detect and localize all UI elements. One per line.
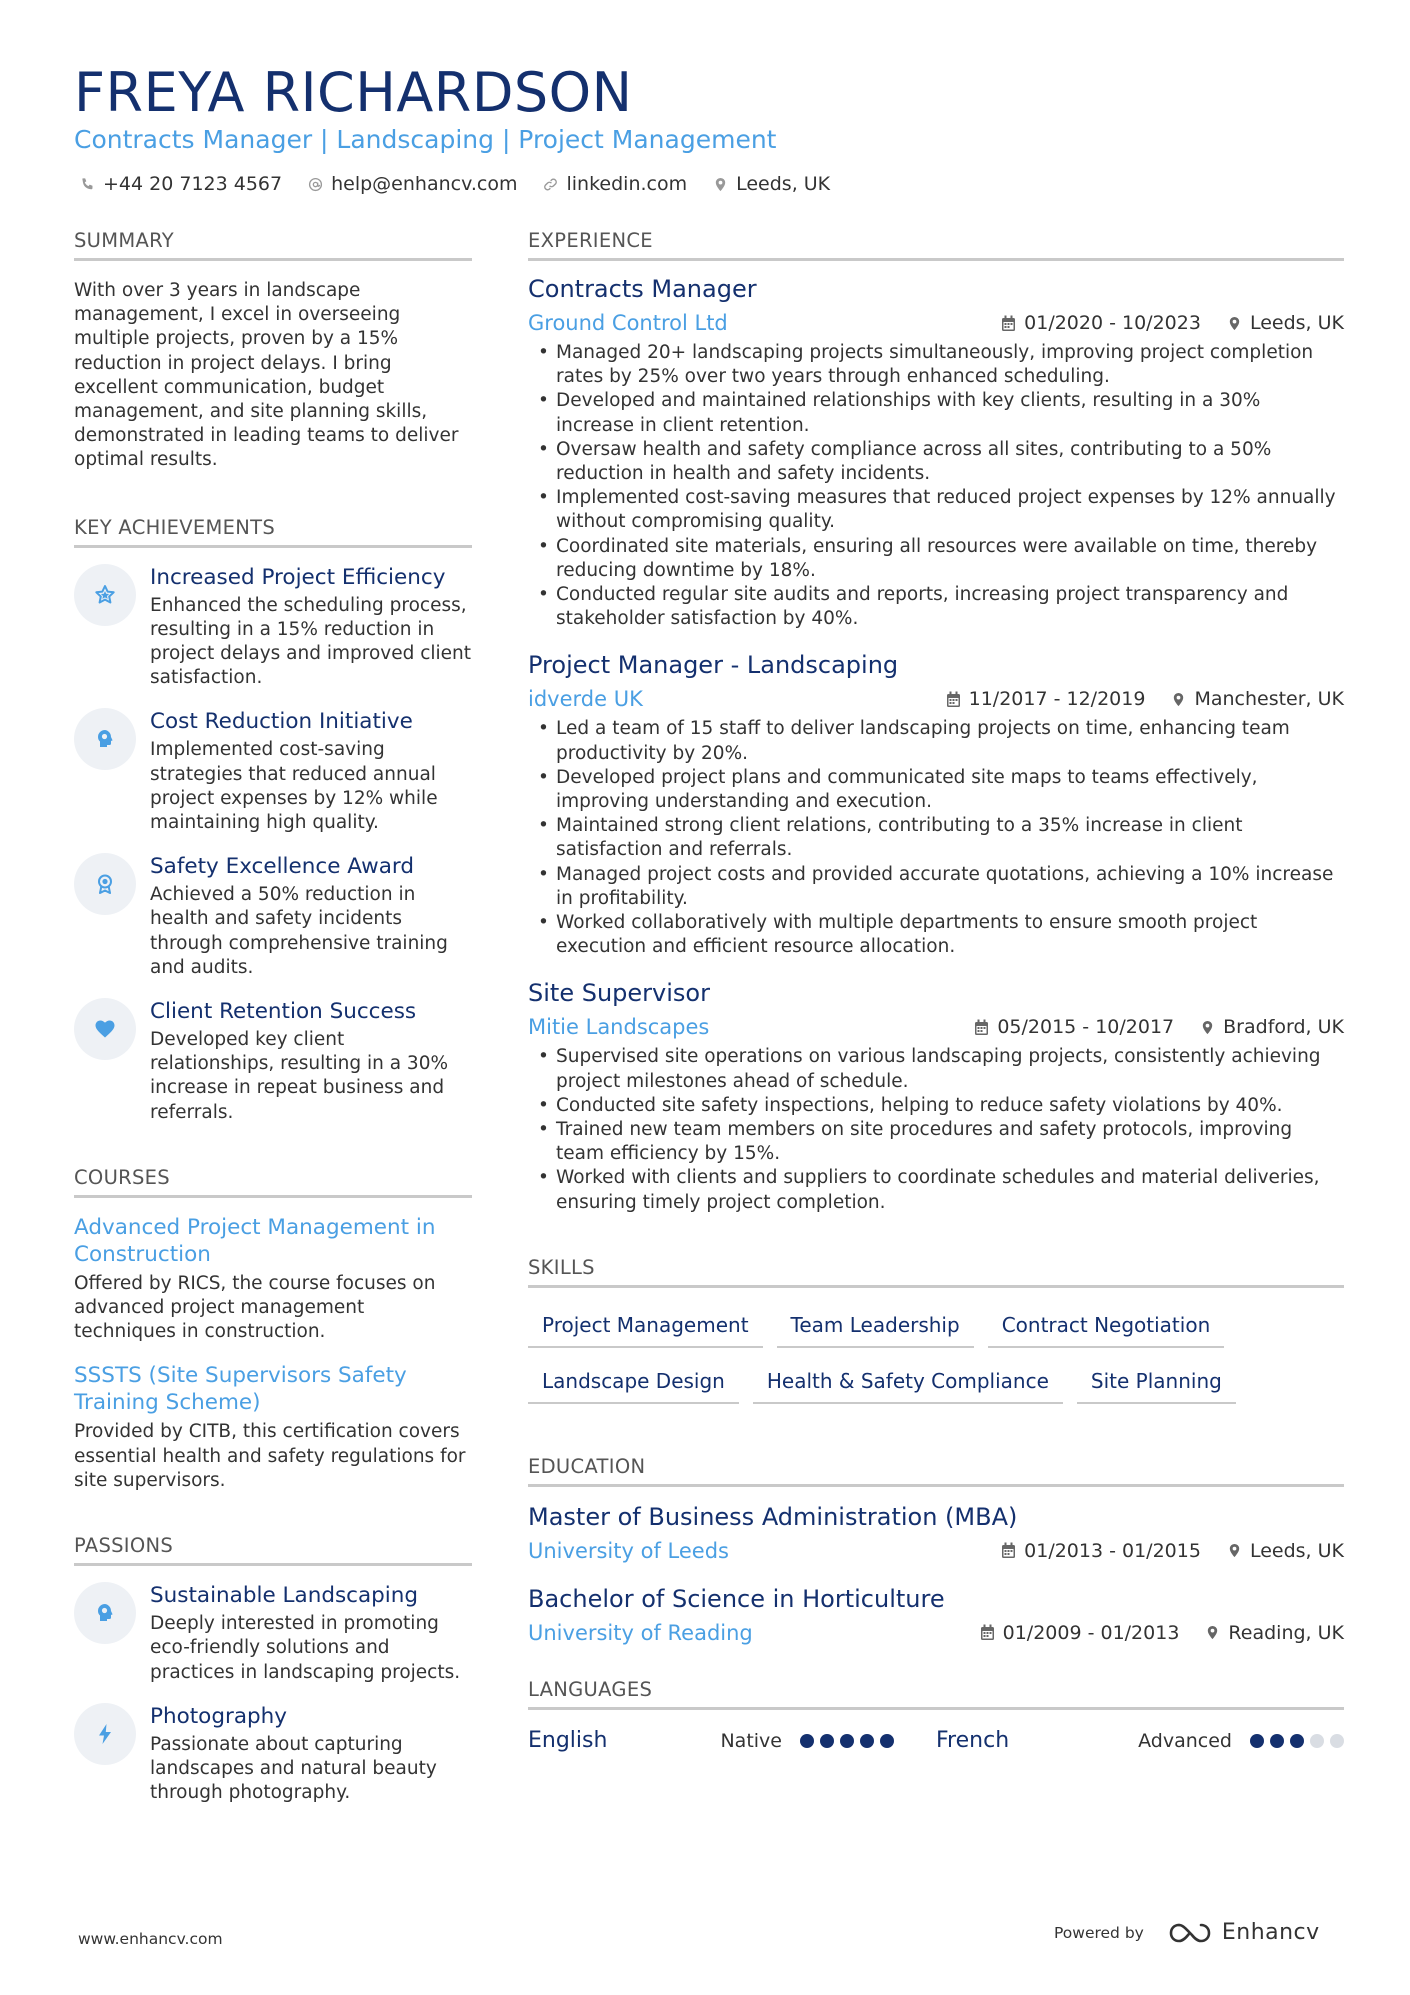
job-entry bbox=[528, 649, 1344, 959]
achievement-title: Client Retention Success bbox=[150, 999, 417, 1025]
education-dates bbox=[1001, 1540, 1201, 1562]
education-dates-text: 01/2013 - 01/2015 bbox=[1024, 1539, 1201, 1562]
job-bullet: • Managed project costs and provided accurate quotations, achieving a 10% increase in profitability. bbox=[528, 863, 1344, 911]
job-location-text: Bradford, UK bbox=[1223, 1016, 1344, 1039]
achievement-icon-wrap bbox=[74, 998, 136, 1060]
rating-dot-filled bbox=[1250, 1734, 1264, 1748]
job-bullets bbox=[528, 341, 1344, 631]
calendar-icon bbox=[974, 1019, 989, 1036]
award-icon bbox=[93, 872, 117, 896]
passions-heading: PASSIONS bbox=[74, 1533, 472, 1566]
experience-section bbox=[528, 228, 1344, 1215]
job-bullet: • Trained new team members on site procedures and safety protocols, improving team efficiency by 15%. bbox=[528, 1118, 1344, 1166]
rating-dot-filled bbox=[860, 1734, 874, 1748]
location-pin-icon bbox=[1200, 1019, 1215, 1036]
rating-dot-filled bbox=[880, 1734, 894, 1748]
experience-heading: EXPERIENCE bbox=[528, 228, 1344, 261]
job-location bbox=[1200, 1016, 1344, 1038]
education-dates bbox=[980, 1622, 1180, 1644]
job-entry bbox=[528, 273, 1344, 631]
job-meta bbox=[528, 683, 1344, 715]
contact-location bbox=[713, 173, 830, 195]
skill-tag: Team Leadership bbox=[777, 1308, 974, 1348]
job-title: Site Supervisor bbox=[528, 979, 710, 1008]
job-location-text: Leeds, UK bbox=[1249, 312, 1344, 334]
lightbulb-head-icon bbox=[93, 1601, 117, 1625]
education-location-text: Leeds, UK bbox=[1249, 1539, 1344, 1562]
passion-title: Photography bbox=[150, 1703, 287, 1729]
education-meta bbox=[528, 1535, 1344, 1567]
education-entry bbox=[528, 1501, 1344, 1567]
job-dates bbox=[974, 1016, 1174, 1038]
skill-tag: Landscape Design bbox=[528, 1364, 739, 1404]
achievement-desc: Enhanced the scheduling process, resulting in a 15% reduction in project delays and improved client satisfaction. bbox=[150, 594, 472, 689]
course-title: SSSTS (Site Supervisors Safety Training Scheme) bbox=[74, 1363, 407, 1416]
job-meta-right bbox=[974, 1016, 1344, 1038]
languages-list bbox=[528, 1726, 1344, 1756]
job-meta bbox=[528, 1011, 1344, 1043]
contact-bar bbox=[80, 170, 830, 198]
job-dates bbox=[1001, 312, 1201, 334]
rating-dot-filled bbox=[1290, 1734, 1304, 1748]
achievement-icon-wrap bbox=[74, 564, 136, 626]
job-bullet: • Worked with clients and suppliers to coordinate schedules and material deliveries, ensuring timely project completion. bbox=[528, 1166, 1344, 1214]
job-dates-text: 01/2020 - 10/2023 bbox=[1024, 312, 1201, 334]
language-rating bbox=[800, 1734, 894, 1748]
passion-body bbox=[150, 1582, 472, 1685]
job-company: idverde UK bbox=[528, 687, 643, 712]
achievement-desc: Developed key client relationships, resulting in a 30% increase in repeat business and referrals. bbox=[150, 1029, 449, 1123]
rating-dot-empty bbox=[1310, 1734, 1324, 1748]
achievement-title: Safety Excellence Award bbox=[150, 854, 414, 880]
summary-text: With over 3 years in landscape management, I excel in overseeing multiple projects, proven by a 15% reduction in project delays. I bring excellent communication, budget management, and site planning skills, demonstrated in leading teams to deliver optimal results. bbox=[74, 280, 459, 471]
job-bullet: • Oversaw health and safety compliance across all sites, contributing to a 50% reduction in health and safety incidents. bbox=[528, 438, 1344, 486]
achievement-body bbox=[150, 853, 472, 980]
job-title: Project Manager - Landscaping bbox=[528, 651, 899, 680]
location-pin-icon bbox=[713, 177, 728, 192]
language-level: Native bbox=[720, 1729, 782, 1752]
education-meta-right bbox=[980, 1622, 1344, 1644]
job-bullet: • Maintained strong client relations, contributing to a 35% increase in client satisfaction and referrals. bbox=[528, 814, 1344, 862]
education-location bbox=[1205, 1622, 1344, 1644]
candidate-tagline: Contracts Manager | Landscaping | Project Management bbox=[74, 125, 777, 154]
course-desc: Provided by CITB, this certification covers essential health and safety regulations for site supervisors. bbox=[74, 1421, 466, 1491]
language-name: English bbox=[528, 1728, 608, 1754]
linkedin-text: linkedin.com bbox=[566, 173, 688, 195]
heart-icon bbox=[93, 1017, 117, 1041]
achievement-item bbox=[74, 564, 472, 691]
job-company: Mitie Landscapes bbox=[528, 1015, 710, 1040]
enhancv-logo-icon bbox=[1168, 1921, 1212, 1945]
courses-section bbox=[74, 1165, 472, 1493]
phone-icon bbox=[80, 177, 95, 192]
course-desc: Offered by RICS, the course focuses on advanced project management techniques in construction. bbox=[74, 1272, 436, 1343]
achievement-desc: Achieved a 50% reduction in health and safety incidents through comprehensive training and audits. bbox=[150, 884, 448, 978]
location-text: Leeds, UK bbox=[736, 173, 831, 195]
powered-by-text: Powered by bbox=[1054, 1923, 1144, 1942]
rating-dot-empty bbox=[1330, 1734, 1344, 1748]
rating-dot-filled bbox=[820, 1734, 834, 1748]
rating-dot-filled bbox=[1270, 1734, 1284, 1748]
passion-body bbox=[150, 1703, 472, 1806]
job-bullet: • Worked collaboratively with multiple departments to ensure smooth project execution and efficient resource allocation. bbox=[528, 911, 1344, 959]
language-item bbox=[528, 1728, 936, 1753]
job-dates bbox=[946, 688, 1146, 710]
achievement-icon-wrap bbox=[74, 708, 136, 770]
contact-email[interactable] bbox=[308, 173, 517, 195]
job-bullet: • Conducted site safety inspections, helping to reduce safety violations by 40%. bbox=[528, 1094, 1344, 1118]
calendar-icon bbox=[1001, 1542, 1016, 1559]
achievement-body bbox=[150, 708, 472, 835]
skill-tag: Health & Safety Compliance bbox=[753, 1364, 1063, 1404]
passion-item bbox=[74, 1582, 472, 1685]
language-item bbox=[936, 1728, 1344, 1753]
language-rating bbox=[1250, 1734, 1344, 1748]
education-meta bbox=[528, 1617, 1344, 1649]
location-pin-icon bbox=[1171, 691, 1186, 708]
languages-section bbox=[528, 1677, 1344, 1756]
languages-heading: LANGUAGES bbox=[528, 1677, 1344, 1710]
brand-name: Enhancv bbox=[1221, 1920, 1320, 1945]
skills-heading: SKILLS bbox=[528, 1255, 1344, 1288]
passion-desc: Passionate about capturing landscapes and natural beauty through photography. bbox=[150, 1733, 437, 1804]
achievement-title: Increased Project Efficiency bbox=[150, 564, 446, 590]
job-bullet: • Conducted regular site audits and reports, increasing project transparency and stakeholder satisfaction by 40%. bbox=[528, 583, 1344, 631]
education-location bbox=[1227, 1540, 1344, 1562]
lightning-icon bbox=[93, 1722, 117, 1746]
education-degree: Master of Business Administration (MBA) bbox=[528, 1502, 1018, 1531]
rating-dot-filled bbox=[800, 1734, 814, 1748]
location-pin-icon bbox=[1227, 315, 1242, 332]
calendar-icon bbox=[946, 691, 961, 708]
job-dates-text: 05/2015 - 10/2017 bbox=[997, 1016, 1175, 1039]
email-text: help@enhancv.com bbox=[331, 173, 518, 195]
job-bullet: • Developed project plans and communicated site maps to teams effectively, improving understanding and execution. bbox=[528, 766, 1344, 814]
job-title: Contracts Manager bbox=[528, 275, 757, 303]
courses-heading: COURSES bbox=[74, 1165, 472, 1198]
job-location bbox=[1227, 312, 1344, 334]
passions-section bbox=[74, 1533, 472, 1805]
star-icon bbox=[93, 583, 117, 607]
contact-linkedin[interactable] bbox=[543, 173, 687, 195]
achievement-title: Cost Reduction Initiative bbox=[150, 709, 413, 735]
achievements-heading: KEY ACHIEVEMENTS bbox=[74, 515, 472, 548]
job-bullet: • Supervised site operations on various landscaping projects, consistently achieving project milestones ahead of schedule. bbox=[528, 1045, 1344, 1093]
job-meta-right bbox=[946, 688, 1344, 710]
achievement-item bbox=[74, 708, 472, 835]
skills-list bbox=[528, 1308, 1268, 1404]
candidate-name: FREYA RICHARDSON bbox=[74, 61, 633, 124]
footer-website[interactable]: www.enhancv.com bbox=[78, 1930, 223, 1948]
calendar-icon bbox=[1001, 315, 1016, 332]
job-bullets bbox=[528, 1045, 1344, 1214]
education-location-text: Reading, UK bbox=[1228, 1621, 1344, 1644]
job-dates-text: 11/2017 - 12/2019 bbox=[968, 688, 1146, 711]
lightbulb-head-icon bbox=[93, 727, 117, 751]
skill-tag: Site Planning bbox=[1077, 1364, 1236, 1404]
job-bullet: • Implemented cost-saving measures that reduced project expenses by 12% annually without compromising quality. bbox=[528, 486, 1344, 534]
education-school: University of Reading bbox=[528, 1620, 753, 1645]
achievement-item bbox=[74, 853, 472, 980]
achievement-item bbox=[74, 998, 472, 1125]
skill-tag: Project Management bbox=[528, 1308, 763, 1348]
achievement-body bbox=[150, 564, 472, 691]
job-bullet: • Developed and maintained relationships with key clients, resulting in a 30% increase in client retention. bbox=[528, 389, 1344, 437]
education-dates-text: 01/2009 - 01/2013 bbox=[1002, 1621, 1180, 1644]
job-company: Ground Control Ltd bbox=[528, 311, 728, 335]
achievement-icon-wrap bbox=[74, 853, 136, 915]
education-degree: Bachelor of Science in Horticulture bbox=[528, 1584, 945, 1613]
education-entry bbox=[528, 1583, 1344, 1649]
contact-phone[interactable] bbox=[80, 173, 282, 195]
footer-branding bbox=[1054, 1920, 1320, 1945]
rating-dot-filled bbox=[840, 1734, 854, 1748]
job-meta bbox=[528, 307, 1344, 339]
language-name: French bbox=[936, 1728, 1010, 1754]
job-bullet: • Managed 20+ landscaping projects simultaneously, improving project completion rates by 25% over two years through enhanced scheduling. bbox=[528, 341, 1344, 389]
passion-icon-wrap bbox=[74, 1703, 136, 1765]
education-meta-right bbox=[1001, 1540, 1344, 1562]
job-bullets bbox=[528, 717, 1344, 959]
education-school: University of Leeds bbox=[528, 1538, 729, 1563]
course-item bbox=[74, 1214, 472, 1345]
job-entry bbox=[528, 977, 1344, 1214]
passion-icon-wrap bbox=[74, 1582, 136, 1644]
brand-logo[interactable] bbox=[1168, 1920, 1320, 1945]
achievements-section bbox=[74, 515, 472, 1125]
link-icon bbox=[543, 177, 558, 192]
location-pin-icon bbox=[1205, 1624, 1220, 1641]
passion-item bbox=[74, 1703, 472, 1806]
job-bullet: • Led a team of 15 staff to deliver landscaping projects on time, enhancing team productivity by 20%. bbox=[528, 717, 1344, 765]
location-pin-icon bbox=[1227, 1542, 1242, 1559]
job-bullet: • Coordinated site materials, ensuring all resources were available on time, thereby reducing downtime by 18%. bbox=[528, 535, 1344, 583]
job-location-text: Manchester, UK bbox=[1194, 688, 1344, 711]
summary-heading: SUMMARY bbox=[74, 228, 472, 261]
at-icon bbox=[308, 177, 323, 192]
phone-text: +44 20 7123 4567 bbox=[103, 173, 283, 195]
skills-section bbox=[528, 1255, 1344, 1404]
right-column bbox=[528, 228, 1344, 1756]
education-section bbox=[528, 1454, 1344, 1649]
calendar-icon bbox=[980, 1624, 995, 1641]
language-level: Advanced bbox=[1138, 1729, 1232, 1752]
job-meta-right bbox=[1001, 312, 1344, 334]
skill-tag: Contract Negotiation bbox=[988, 1308, 1225, 1348]
course-title: Advanced Project Management in Construction bbox=[74, 1214, 436, 1267]
achievement-desc: Implemented cost-saving strategies that reduced annual project expenses by 12% while maintaining high quality. bbox=[150, 739, 438, 834]
course-item bbox=[74, 1362, 472, 1493]
education-heading: EDUCATION bbox=[528, 1454, 1344, 1487]
passion-title: Sustainable Landscaping bbox=[150, 1583, 419, 1609]
left-column bbox=[74, 228, 472, 1805]
passion-desc: Deeply interested in promoting eco-friendly solutions and practices in landscaping projects. bbox=[150, 1613, 461, 1683]
summary-section bbox=[74, 228, 472, 473]
achievement-body bbox=[150, 998, 472, 1125]
job-location bbox=[1171, 688, 1344, 710]
